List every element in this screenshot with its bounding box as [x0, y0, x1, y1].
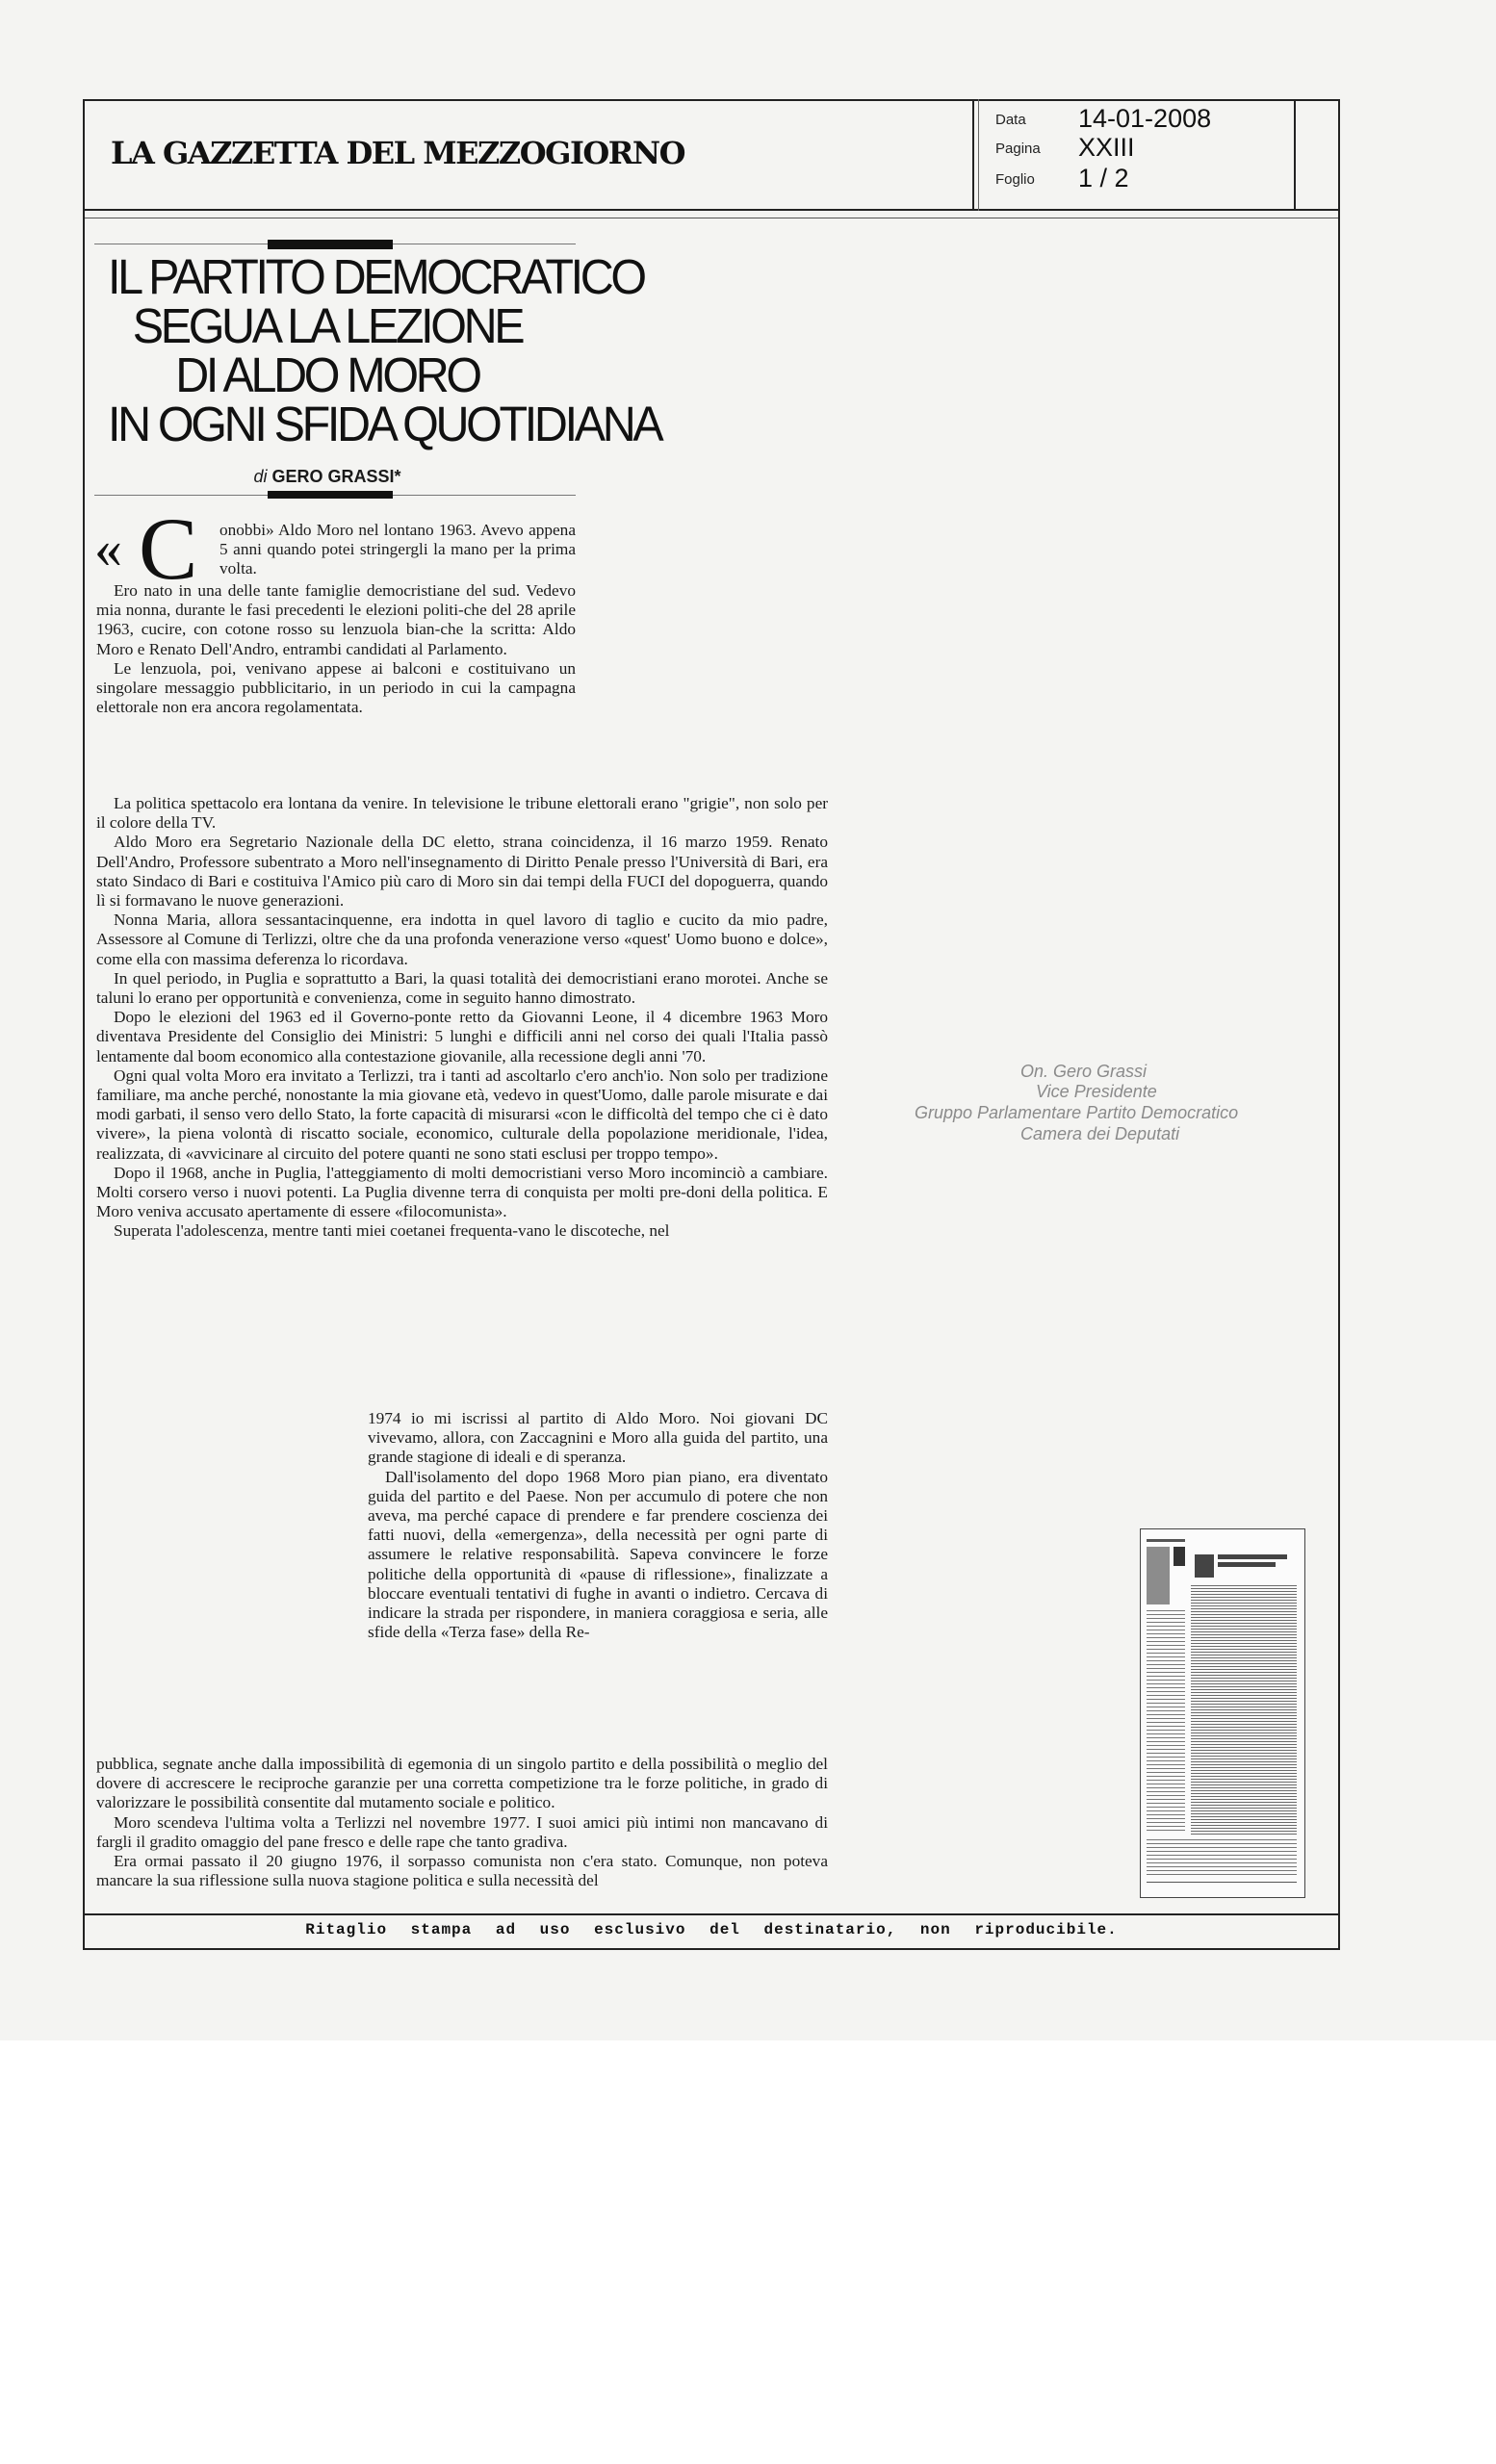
- article-column-narrow: [96, 581, 576, 717]
- paragraph: Dopo il 1968, anche in Puglia, l'atteggiamento di molti democristiani verso Moro incominciò a cambiare. Molti corsero verso i nuovi potenti. La Puglia divenne terra di conquista per molti pre-doni della politica. E Moro veniva accusato apertamente di essere «filocomunista».: [96, 1163, 828, 1221]
- paragraph: Nonna Maria, allora sessantacinquenne, era indotta in quel lavoro di taglio e cucito da mio padre, Assessore al Comune di Terlizzi, oltre che da una profonda venerazione verso «quest' Uomo buono e dolce», come ella con massima deferenza lo ricordava.: [96, 911, 828, 968]
- page-label: Pagina: [995, 141, 1041, 157]
- byline-prefix: di: [253, 467, 268, 486]
- byline-author: GERO GRASSI*: [271, 467, 401, 486]
- paragraph: Dopo le elezioni del 1963 ed il Governo-ponte retto da Giovanni Leone, il 4 dicembre 1963 Moro diventava Presidente del Consiglio dei Ministri: 5 lunghi e difficili anni nel corso dei quali l'Italia passò lentamente dal boom economico alla contestazione giovanile, alla recessione degli anni '70.: [96, 1008, 828, 1065]
- article-column-bottom: [96, 1755, 828, 1890]
- newspaper-name: LA GAZZETTA DEL MEZZOGIORNO: [111, 135, 685, 171]
- paragraph: Dall'isolamento del dopo 1968 Moro pian piano, era diventato guida del partito e del Paese. Non per accumulo di potere che non aveva, ma perché capace di prendere e far prendere coscienza dei fatti nuovi, della «emergenza», della necessità per ogni parte di assumere le relative responsabilità. Sapeva convincere le forze politiche della opportunità di «pause di riflessione», finalizzate a bloccare eventuali tentativi di fughe in avanti o indietro. Cercava di indicare la strada per rispondere, in maniera coraggiosa e seria, alle sfide della «Terza fase» della Re-: [368, 1467, 828, 1642]
- paragraph: Le lenzuola, poi, venivano appese ai balconi e costituivano un singolare messaggio pubblicitario, in un periodo in cui la campagna elettorale non era ancora regolamentata.: [96, 658, 576, 717]
- paragraph: Moro scendeva l'ultima volta a Terlizzi nel novembre 1977. I suoi amici più intimi non mancavano di fargli il gradito omaggio del pane fresco e delle rape che tanto gradiva.: [96, 1812, 828, 1851]
- paragraph: Superata l'adolescenza, mentre tanti miei coetanei frequenta-vano le discoteche, nel: [114, 1221, 670, 1241]
- paragraph: In quel periodo, in Puglia e soprattutto a Bari, la quasi totalità dei democristiani erano morotei. Anche se taluni lo erano per opportunità e convenienza, come in seguito hanno dimostrato.: [96, 968, 828, 1008]
- paragraph: Era ormai passato il 20 giugno 1976, il sorpasso comunista non c'era stato. Comunque, non poteva mancare la sua riflessione sulla nuova stagione politica e sulla necessità del: [96, 1852, 828, 1890]
- article-paragraph-lead: [219, 521, 576, 579]
- header-divider: [1294, 99, 1296, 211]
- signature-chamber: Camera dei Deputati: [1020, 1124, 1180, 1143]
- page-thumbnail: [1140, 1528, 1305, 1898]
- headline-line: IN OGNI SFIDA QUOTIDIANA: [108, 397, 661, 451]
- paragraph: onobbi» Aldo Moro nel lontano 1963. Avevo appena 5 anni quando potei stringergli la mano per la prima volta.: [219, 521, 576, 578]
- byline: [96, 467, 558, 487]
- header-divider: [978, 99, 979, 211]
- header-divider: [972, 99, 974, 211]
- drop-cap: C: [139, 500, 198, 598]
- paragraph: Aldo Moro era Segretario Nazionale della DC eletto, strana coincidenza, il 16 marzo 1959. Renato Dell'Andro, Professore subentrato a Moro nell'insegnamento di Diritto Penale presso l'Università di Bari, era stato Sindaco di Bari e costituiva l'Amico più caro di Moro sin dai tempi della FUCI del dopoguerra, quando lì si formavano le nuove generazioni.: [96, 833, 828, 911]
- drop-quote-mark: «: [94, 517, 122, 579]
- footer-notice: Ritaglio stampa ad uso esclusivo del destinatario, non riproducibile.: [305, 1921, 1118, 1938]
- sheet-label: Foglio: [995, 171, 1035, 188]
- sheet-value: 1 / 2: [1078, 164, 1129, 192]
- headline-bar: [268, 240, 393, 249]
- paragraph: pubblica, segnate anche dalla impossibilità di egemonia di un singolo partito e della possibilità o meglio del dovere di accrescere le reciproche garanzie per una corretta competizione tra le forze politiche, in grado di valorizzare le possibilità consentite dal mutamento sociale e politico.: [96, 1755, 828, 1812]
- paragraph: Ero nato in una delle tante famiglie democristiane del sud. Vedevo mia nonna, durante le fasi precedenti le elezioni politi-che del 28 aprile 1963, cucire, con cotone rosso su lenzuola bian-che la scritta: Aldo Moro e Renato Dell'Andro, entrambi candidati al Parlamento.: [96, 581, 576, 658]
- page-value: XXIII: [1078, 133, 1135, 162]
- paragraph: 1974 io mi iscrissi al partito di Aldo Moro. Noi giovani DC vivevamo, allora, con Zaccagnini e Moro alla guida del partito, una grande stagione di ideali e di speranza.: [368, 1409, 828, 1467]
- date-label: Data: [995, 112, 1026, 128]
- date-value: 14-01-2008: [1078, 104, 1212, 133]
- signature-role: Vice Presidente: [1036, 1082, 1157, 1101]
- headline-line: DI ALDO MORO: [175, 347, 479, 402]
- headline-line: IL PARTITO DEMOCRATICO: [108, 249, 644, 304]
- signature-name: On. Gero Grassi: [1020, 1062, 1148, 1081]
- byline-bar: [268, 491, 393, 499]
- paragraph: La politica spettacolo era lontana da venire. In televisione le tribune elettorali erano "grigie", non solo per il colore della TV.: [96, 794, 828, 833]
- article-column-indented: [368, 1409, 828, 1642]
- article-headline: [108, 249, 661, 451]
- signature-group: Gruppo Parlamentare Partito Democratico: [915, 1103, 1239, 1122]
- headline-line: SEGUA LA LEZIONE: [132, 298, 523, 353]
- article-column-wide: [96, 794, 828, 1242]
- paragraph: Ogni qual volta Moro era invitato a Terlizzi, tra i tanti ad ascoltarlo c'ero anch'io. Non solo per tradizione familiare, ma anche perché, nonostante la mia giovane età, vedevo in quest'Uomo, dalle parole misurate e dai modi garbati, il senso vero dello Stato, la forte capacità di misurarsi «con le difficoltà del tempo che ci è dato vivere», la piena volontà di riscatto sociale, economico, culturale della popolazione meridionale, l'idea, realizzata, di «avvicinare al circuito del potere quanti ne sono stati esclusi per troppo tempo».: [96, 1065, 828, 1163]
